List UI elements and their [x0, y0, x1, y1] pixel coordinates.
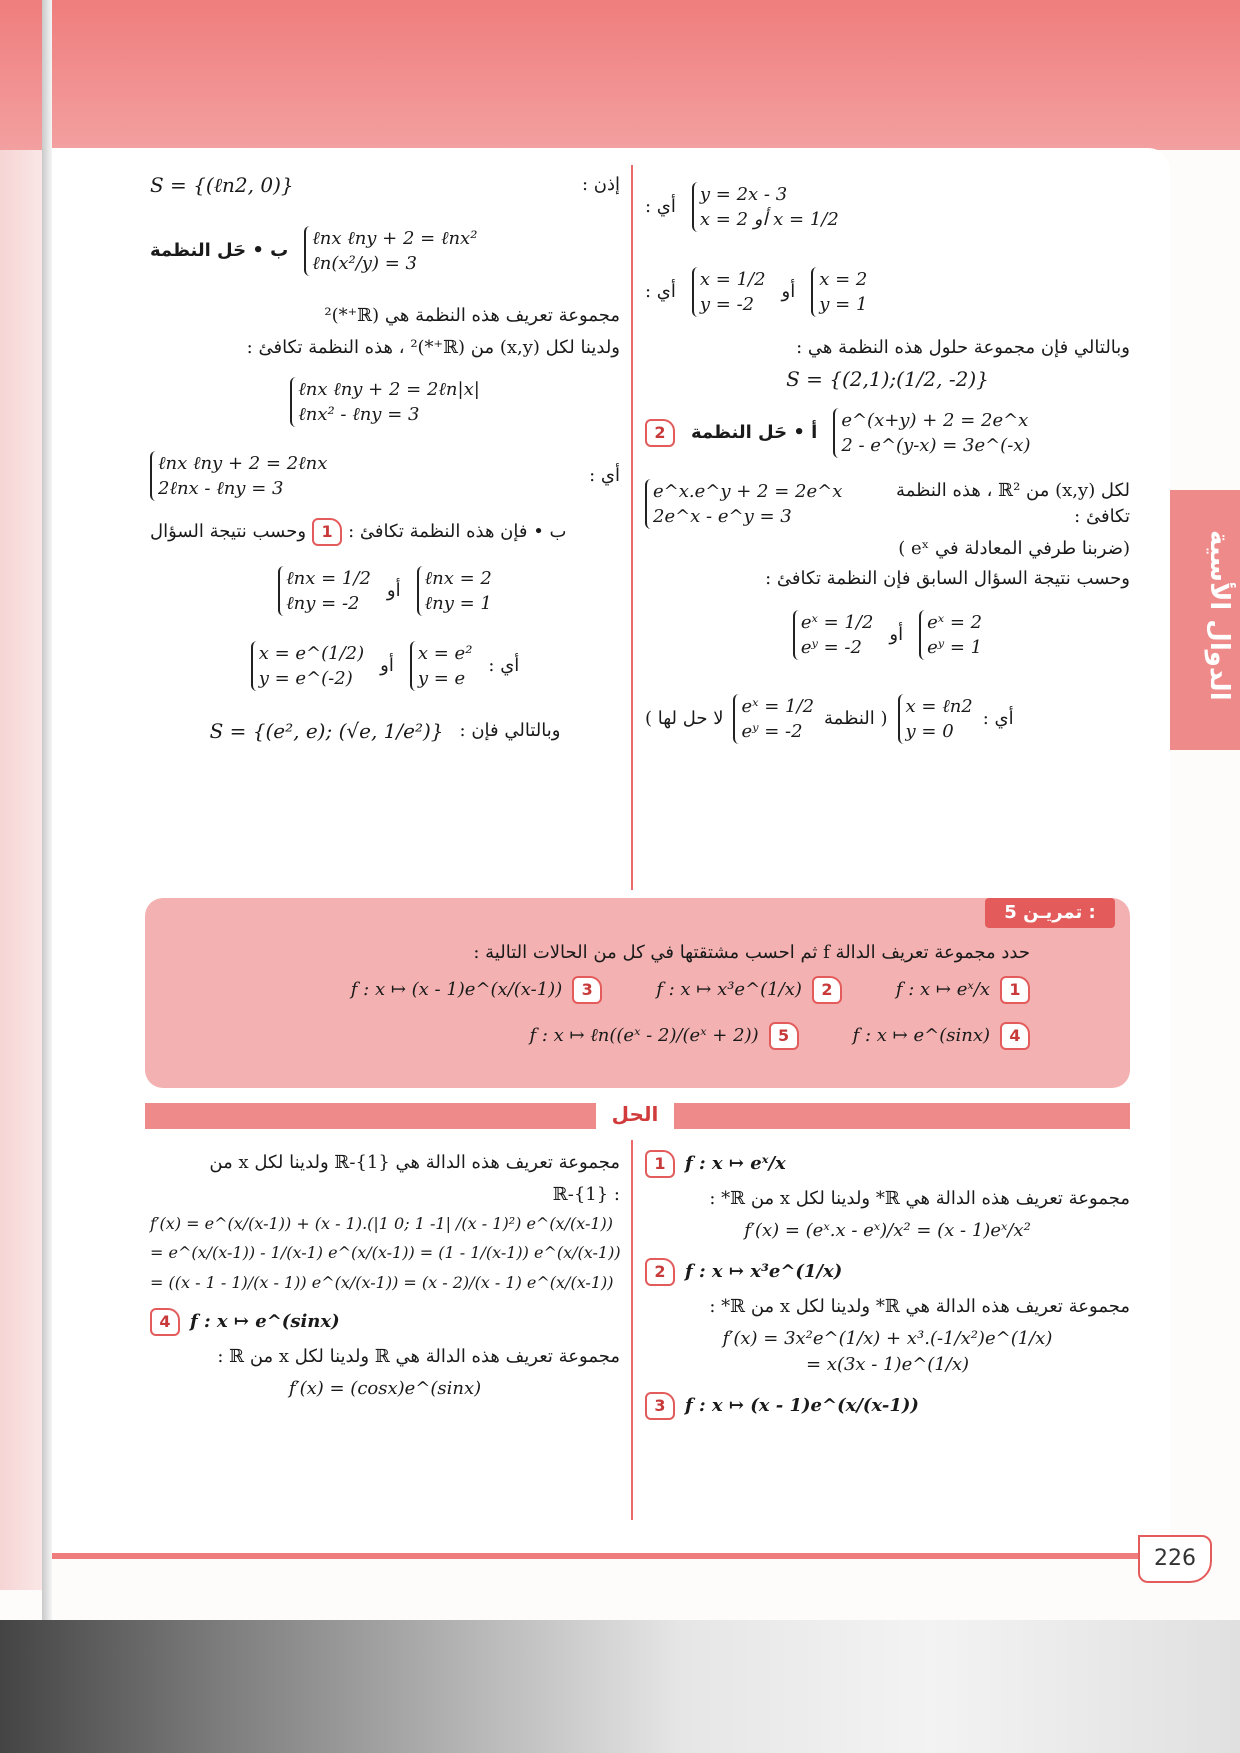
solution-set-e: S = {(e², e); (√e, 1/e²)}: [209, 718, 444, 743]
sol-3-domain: مجموعة تعريف هذه الدالة هي ℝ-{1} ولدينا لكل x من: [209, 1152, 620, 1173]
ex-item-2-badge: 2: [812, 976, 842, 1004]
book-spine-shadow: [42, 0, 52, 1620]
ex-item-4-badge: 4: [1000, 1022, 1030, 1050]
label-ay-1: أي :: [645, 195, 676, 217]
or-label-2: أو: [889, 624, 904, 646]
sol-3-derivative-1: f′(x) = e^(x/(x-1)) + (x - 1).(|1 0; 1 -1| /(x - 1)²) e^(x/(x-1)): [150, 1214, 614, 1234]
system-left-4a: ℓnx = 1/2 ℓny = -2: [278, 566, 371, 616]
question-2a-label: أ • حَل النظمة: [691, 422, 818, 444]
system-6: x = ℓn2 y = 0: [898, 694, 973, 744]
system-7: eˣ = 1/2 eʸ = -2: [733, 694, 814, 744]
exercise-instruction: حدد مجموعة تعريف الدالة f ثم احسب مشتقتها في كل من الحالات التالية :: [473, 942, 1030, 963]
system-2b: x = 1/2 y = -2: [692, 267, 766, 317]
sol-3-set: : ℝ-{1}: [552, 1184, 620, 1206]
solution-title: الحل: [596, 1097, 674, 1131]
label-ay-2: أي :: [645, 280, 676, 302]
sol-2-derivative-simplified: = x(3x - 1)e^(1/x): [805, 1354, 970, 1376]
sol-4-domain: مجموعة تعريف هذه الدالة هي ℝ ولدينا لكل x من ℝ :: [217, 1345, 620, 1367]
label-ay-left: أي :: [589, 465, 620, 487]
label-idhan: إذن :: [581, 173, 620, 195]
chapter-title: الدوال الأسية: [1204, 529, 1234, 701]
system-5a: eˣ = 1/2 eʸ = -2: [793, 610, 874, 660]
column-divider-top: [631, 165, 633, 890]
sol-3-derivative-3: = ((x - 1 - 1)/(x - 1)) e^(x/(x-1)) = (x - 2)/(x - 1) e^(x/(x-1)): [150, 1272, 614, 1292]
top-header-band: [0, 0, 1240, 150]
ex-item-2: f : x ↦ x³e^(1/x): [656, 979, 802, 1001]
exercise-content: [170, 940, 1030, 1050]
equivalence-text-left: ولدينا لكل (x,y) من (ℝ⁺*)² ، هذه النظمة تكافئ :: [246, 337, 620, 359]
solution-set-1: S = {(2,1);(1/2, -2)}: [786, 367, 989, 392]
question-2-badge: 2: [645, 419, 675, 447]
or-label: أو: [781, 280, 796, 302]
system-4: e^x.e^y + 2 = 2e^x 2e^x - e^y = 3: [645, 479, 842, 529]
sol-3-badge: 3: [645, 1392, 675, 1420]
solution-set-intro: وبالتالي فإن مجموعة حلول هذه النظمة هي :: [796, 337, 1130, 358]
system-2a: x = 2 y = 1: [811, 267, 867, 317]
ex-item-1-badge: 1: [1000, 976, 1030, 1004]
previous-question-note: وحسب نتيجة السؤال السابق فإن النظمة تكافئ :: [765, 568, 1130, 590]
left-column-top: [150, 165, 620, 755]
system-1: y = 2x - 3 x = 2 أو x = 1/2: [692, 182, 839, 232]
system-left-2: ℓnx ℓny + 2 = 2ℓn|x| ℓnx² - ℓny = 3: [290, 377, 480, 427]
sol-1-badge: 1: [645, 1150, 675, 1178]
column-divider-bottom: [631, 1140, 633, 1520]
label-ay-3: أي :: [982, 708, 1014, 730]
solution-right-column: [645, 1150, 1130, 1420]
ex-item-5-badge: 5: [769, 1022, 799, 1050]
equivalence-text: لكل (x,y) من ℝ² ، هذه النظمة تكافئ :: [896, 480, 1130, 528]
note-nidham: ( النظمة: [824, 708, 888, 730]
system-left-3: ℓnx ℓny + 2 = 2ℓnx 2ℓnx - ℓny = 3: [150, 451, 327, 501]
sol-2-function: f : x ↦ x³e^(1/x): [685, 1261, 843, 1283]
or-label-left-2: أو: [380, 655, 394, 677]
note-no-solution: لا حل لها ): [645, 708, 724, 730]
system-left-5a: x = e^(1/2) y = e^(-2): [251, 641, 364, 691]
scan-bottom-shadow: [0, 1620, 1240, 1753]
sol-3-derivative-2: = e^(x/(x-1)) - 1/(x-1) e^(x/(x-1)) = (1 - 1/(x-1)) e^(x/(x-1)): [150, 1243, 621, 1263]
ex-item-5: f : x ↦ ℓn((eˣ - 2)/(eˣ + 2)): [529, 1025, 759, 1047]
system-left-5b: x = e² y = e: [410, 641, 473, 691]
or-label-left: أو: [386, 580, 401, 602]
question-b-label: ب • حَل النظمة: [150, 239, 289, 261]
sol-4-badge: 4: [150, 1308, 180, 1336]
ex-item-3: f : x ↦ (x - 1)e^(x/(x-1)): [350, 979, 563, 1001]
solution-set-ln2: S = {(ℓn2, 0)}: [150, 172, 294, 197]
exercise-title: تمريـن 5 :: [985, 898, 1115, 928]
sol-1-derivative: f′(x) = (eˣ.x - eˣ)/x² = (x - 1)eˣ/x²: [744, 1220, 1031, 1242]
result-intro-b: ب • فإن هذه النظمة تكافئ :: [348, 521, 567, 543]
label-therefore: وبالتالي فإن :: [459, 720, 561, 742]
sol-4-derivative: f′(x) = (cosx)e^(sinx): [288, 1377, 482, 1399]
sol-4-function: f : x ↦ e^(sinx): [190, 1310, 340, 1332]
system-3: e^(x+y) + 2 = 2e^x 2 - e^(y-x) = 3e^(-x): [833, 408, 1030, 458]
result-intro-a: وحسب نتيجة السؤال: [150, 521, 307, 543]
label-ay-left-2: أي :: [488, 655, 520, 677]
sol-2-domain: مجموعة تعريف هذه الدالة هي ℝ* ولدينا لكل x من ℝ* :: [709, 1296, 1130, 1318]
multiply-note: (ضربنا طرفي المعادلة في eˣ ): [898, 538, 1130, 560]
domain-text: مجموعة تعريف هذه النظمة هي (ℝ⁺*)²: [324, 305, 620, 326]
system-left-4b: ℓnx = 2 ℓny = 1: [417, 566, 492, 616]
question-1-badge: 1: [312, 518, 342, 546]
ex-item-3-badge: 3: [572, 976, 602, 1004]
system-b: ℓnx ℓny + 2 = ℓnx² ℓn(x²/y) = 3: [304, 226, 477, 276]
sol-1-domain: مجموعة تعريف هذه الدالة هي ℝ* ولدينا لكل x من ℝ* :: [709, 1188, 1130, 1209]
sol-2-badge: 2: [645, 1258, 675, 1286]
sol-1-function: f : x ↦ eˣ/x: [685, 1152, 786, 1174]
page-number: 226: [1138, 1535, 1212, 1583]
ex-item-4: f : x ↦ e^(sinx): [852, 1025, 990, 1047]
ex-item-1: f : x ↦ eˣ/x: [895, 979, 990, 1001]
solution-left-column: [150, 1150, 620, 1402]
footer-line: [52, 1553, 1140, 1559]
sol-3-function: f : x ↦ (x - 1)e^(x/(x-1)): [685, 1395, 919, 1417]
right-column-top: [645, 165, 1130, 758]
left-margin-strip: [0, 150, 48, 1590]
sol-2-derivative: f′(x) = 3x²e^(1/x) + x³.(-1/x²)e^(1/x): [722, 1328, 1053, 1350]
system-5b: eˣ = 2 eʸ = 1: [919, 610, 982, 660]
